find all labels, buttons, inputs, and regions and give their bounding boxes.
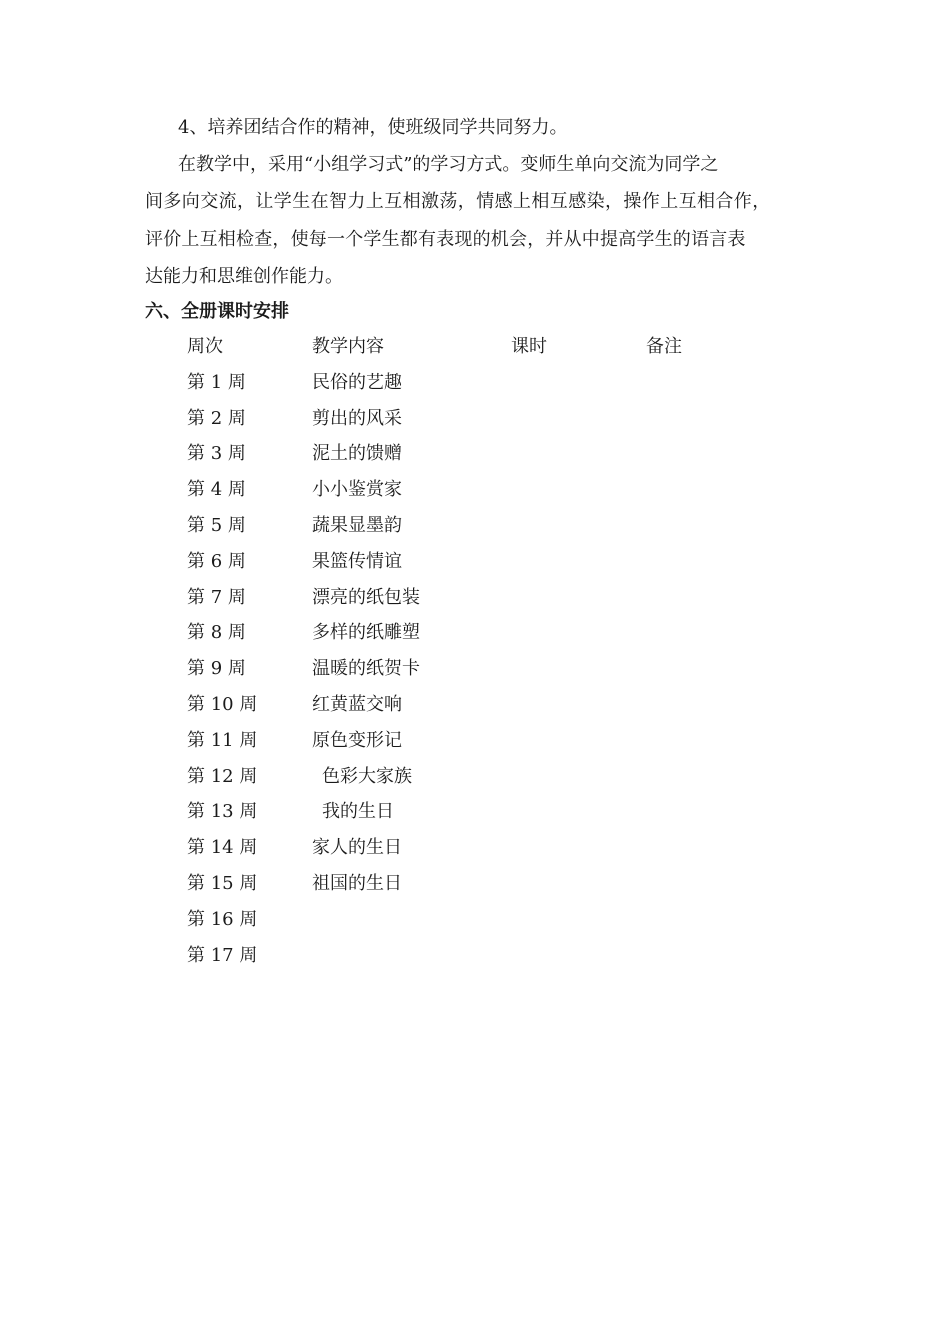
week-cell: 第 16 周: [187, 908, 258, 930]
objective-item-4: 4、培养团结合作的精神，使班级同学共同努力。: [178, 117, 568, 138]
week-cell: 第 7 周: [187, 586, 246, 608]
week-cell: 第 10 周: [187, 693, 258, 715]
schedule-row: [0, 514, 950, 550]
schedule-row: [0, 478, 950, 514]
week-cell: 第 9 周: [187, 658, 246, 680]
week-cell: 第 5 周: [187, 514, 246, 536]
header-hours: 课时: [511, 336, 547, 357]
method-paragraph-line: 评价上互相检查，使每一个学生都有表现的机会，并从中提高学生的语言表: [145, 229, 746, 250]
header-notes: 备注: [646, 336, 682, 357]
schedule-row: [0, 586, 950, 622]
header-week: 周次: [187, 336, 223, 357]
content-cell: 多样的纸雕塑: [312, 622, 420, 644]
schedule-row: [0, 908, 950, 944]
schedule-row: [0, 800, 950, 836]
content-cell: 泥土的馈赠: [312, 443, 402, 465]
content-cell: 蔬果显墨韵: [312, 514, 402, 536]
schedule-row: [0, 371, 950, 407]
content-cell: 原色变形记: [312, 729, 402, 751]
week-cell: 第 6 周: [187, 550, 246, 572]
week-cell: 第 4 周: [187, 479, 246, 501]
method-paragraph-line: 在教学中，采用“小组学习式”的学习方式。变师生单向交流为同学之: [178, 154, 719, 175]
content-cell: 红黄蓝交响: [312, 693, 402, 715]
content-cell: 祖国的生日: [312, 872, 402, 894]
content-cell: 色彩大家族: [322, 765, 412, 787]
content-cell: 温暖的纸贺卡: [312, 658, 420, 680]
week-cell: 第 3 周: [187, 443, 246, 465]
week-cell: 第 12 周: [187, 765, 258, 787]
content-cell: 小小鉴赏家: [312, 479, 402, 501]
content-cell: 剪出的风采: [312, 407, 402, 429]
content-cell: 漂亮的纸包装: [312, 586, 420, 608]
schedule-row: [0, 872, 950, 908]
section-heading: 六、全册课时安排: [145, 301, 289, 322]
schedule-row: [0, 442, 950, 478]
week-cell: 第 14 周: [187, 837, 258, 859]
schedule-row: [0, 407, 950, 443]
content-cell: 果篮传情谊: [312, 550, 402, 572]
schedule-row: [0, 693, 950, 729]
schedule-row: [0, 621, 950, 657]
header-content: 教学内容: [312, 336, 384, 357]
week-cell: 第 17 周: [187, 944, 258, 966]
week-cell: 第 2 周: [187, 407, 246, 429]
week-cell: 第 11 周: [187, 729, 258, 751]
schedule-header-row: [0, 335, 950, 371]
content-cell: 我的生日: [322, 801, 394, 823]
method-paragraph-line: 达能力和思维创作能力。: [145, 266, 343, 287]
schedule-row: [0, 765, 950, 801]
week-cell: 第 15 周: [187, 872, 258, 894]
week-cell: 第 8 周: [187, 622, 246, 644]
schedule-row: [0, 944, 950, 980]
schedule-row: [0, 550, 950, 586]
week-cell: 第 13 周: [187, 801, 258, 823]
schedule-row: [0, 836, 950, 872]
method-paragraph-line: 间多向交流，让学生在智力上互相激荡，情感上相互感染，操作上互相合作，: [145, 191, 771, 212]
content-cell: 民俗的艺趣: [312, 371, 402, 393]
schedule-row: [0, 657, 950, 693]
week-cell: 第 1 周: [187, 371, 246, 393]
schedule-row: [0, 729, 950, 765]
content-cell: 家人的生日: [312, 837, 402, 859]
lesson-schedule-table: [0, 335, 950, 979]
